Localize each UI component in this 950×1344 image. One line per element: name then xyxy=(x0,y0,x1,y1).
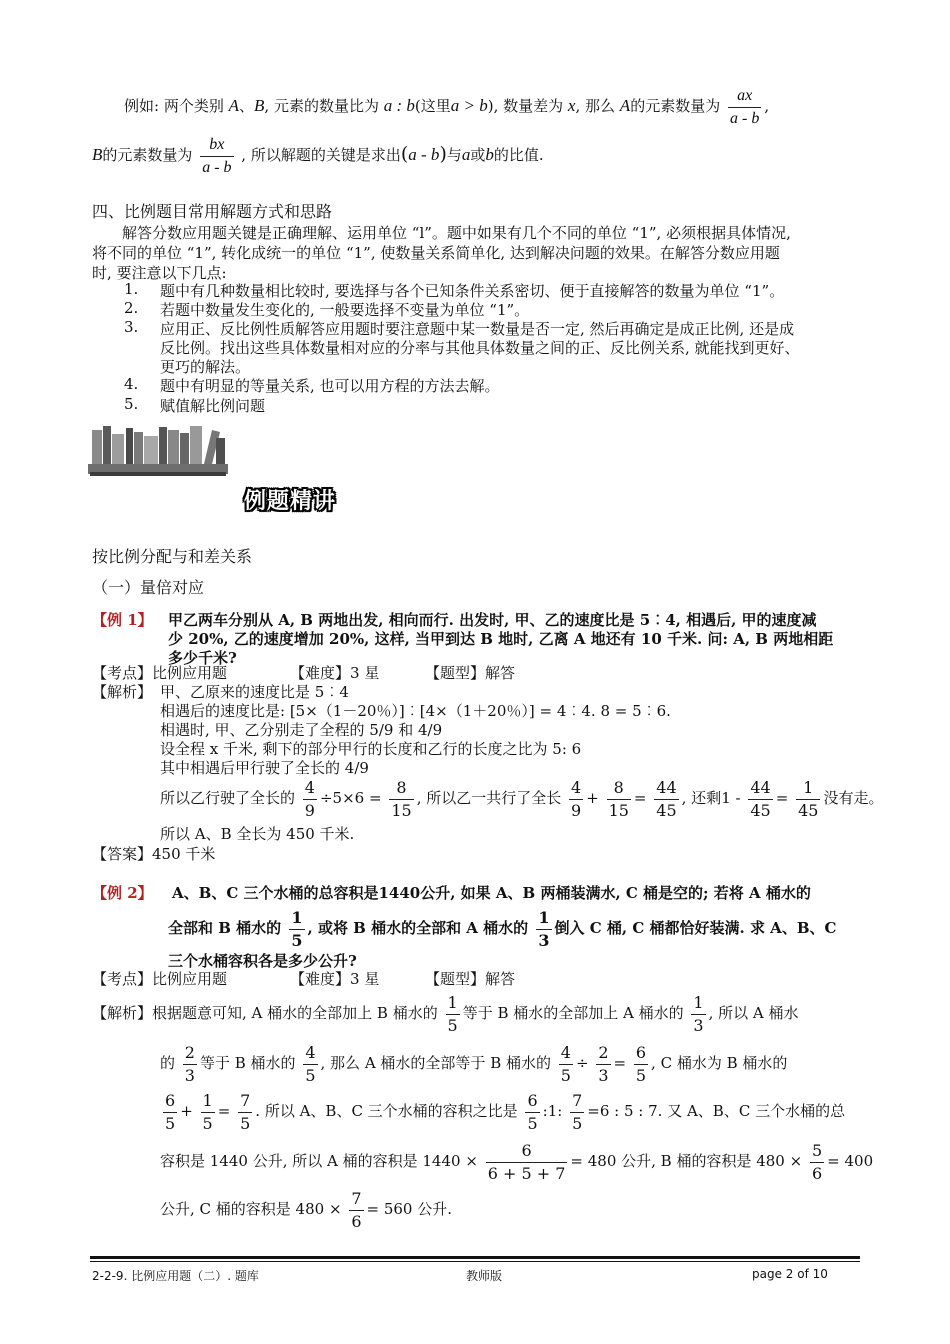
solution-line: 相遇时, 甲、乙分别走了全程的 5/9 和 4/9 xyxy=(160,721,443,739)
example-1-question-1: 甲乙两车分别从 A, B 两地出发, 相向而行. 出发时, 甲、乙的速度比是 5︰4, 相遇后, 甲的速度减 xyxy=(168,611,817,629)
fraction: $\frac{4}{9}$ xyxy=(304,777,315,820)
fraction: $\frac{1}{5}$ xyxy=(202,1090,213,1133)
fraction: $\frac{7}{5}$ xyxy=(240,1090,251,1133)
list-item-text: 更巧的解法。 xyxy=(160,358,251,376)
fraction: $\frac{2}{3}$ xyxy=(598,1042,609,1085)
list-item-text: 反比例。找出这些具体数量相对应的分率与其他具体数量之间的正、反比例关系, 就能找到更好、 xyxy=(160,339,800,357)
list-item: 2. xyxy=(124,299,139,317)
section-para-line-2: 将不同的单位 “1”, 转化成统一的单位 “1”, 使数量关系简单化, 达到解决问题的效果。在解答分数应用题 xyxy=(92,244,780,262)
fraction: $\frac{1}{5}$ xyxy=(447,992,458,1035)
solution-line: 相遇后的速度比是: [5×（1－20％）]︰[4×（1＋20％）] = 4︰4. 8 = 5︰6. xyxy=(160,702,671,720)
fraction: $\frac{2}{3}$ xyxy=(184,1042,195,1085)
list-item-text: 赋值解比例问题 xyxy=(160,397,266,415)
footer-rule xyxy=(90,1256,860,1259)
section-para-line-1: 解答分数应用题关键是正确理解、运用单位 “l”。题中如果有几个不同的单位 “1”, 必须根据具体情况, xyxy=(122,224,791,242)
example-2-analysis-line-5: 公升, C 桶的容积是 480 × $\frac{7}{6}$ = 560 公升. xyxy=(160,1188,453,1231)
fraction: $\frac{1}{5}$ xyxy=(291,907,303,950)
example-2-analysis-line-1: 【解析】根据题意可知, A 桶水的全部加上 B 桶水的 $\frac{1}{5}$ 等于 B 桶水的全部加上 A 桶水的 $\frac{1}{3}$ , 所以 A 桶水 xyxy=(92,992,799,1035)
example-1-question-2: 少 20%, 乙的速度增加 20%, 这样, 当甲到达 B 地时, 乙离 A 地还有 10 千米. 问: A, B 两地相距 xyxy=(168,630,834,648)
fraction: $\frac{6}{5}$ xyxy=(635,1042,647,1085)
example-2-analysis-line-2: 的 $\frac{2}{3}$ 等于 B 桶水的 $\frac{4}{5}$ , 那么 A 桶水的全部等于 B 桶水的 $\frac{4}{5}$ ÷ $\frac{2}{3}$ = $\frac{6}{5}$ , C 桶水为 B 桶水的 xyxy=(160,1042,788,1085)
fraction: $\frac{4}{9}$ xyxy=(571,777,582,820)
intro-line-1: 例如: 两个类别 A、B, 元素的数量比为 a : b(这里a > b), 数量差为 x, 那么 A的元素数量为 $\frac{ax}{a - b}$ , xyxy=(124,86,770,127)
fraction: $\frac{1}{3}$ xyxy=(693,992,704,1035)
list-item-text: 题中有几种数量相比较时, 要选择与各个已知条件关系密切、便于直接解答的数量为单位 “1”。 xyxy=(160,282,785,300)
fraction: $\frac{6}{5}$ xyxy=(165,1090,176,1133)
solution-line-fractions: 所以乙行驶了全长的 $\frac{4}{9}$ ÷5×6 = $\frac{8}{15}$ , 所以乙一共行了全长 $\frac{4}{9}$ + $\frac{8}{15}$ = $\frac{44}{45}$ , 还剩1 - $\frac{44}{45}$ = $\frac{1}{45}$ 没有走。 xyxy=(160,777,884,820)
example-1-label: 【例 1】 xyxy=(92,611,153,629)
fraction: $\frac{4}{5}$ xyxy=(560,1042,571,1085)
topic-title: 按比例分配与和差关系 xyxy=(92,547,253,566)
footer-center: 教师版 xyxy=(466,1269,503,1283)
footer-rule-thin xyxy=(90,1261,860,1262)
footer-left: 2-2-9. 比例应用题（二）. 题库 xyxy=(92,1269,259,1283)
fraction: $\frac{8}{15}$ xyxy=(391,777,412,820)
solution-line: 其中相遇后甲行驶了全长的 4/9 xyxy=(160,759,369,777)
section-heading: 四、比例题目常用解题方式和思路 xyxy=(92,202,333,221)
example-1-type: 【题型】解答 xyxy=(425,664,516,682)
example-2-question-3: 三个水桶容积各是多少公升? xyxy=(168,952,357,970)
fraction: $\frac{6}{5}$ xyxy=(527,1090,538,1133)
fraction: $\frac{4}{5}$ xyxy=(305,1042,316,1085)
books-illustration xyxy=(88,424,228,476)
fraction: $\frac{6}{6 + 5 + 7}$ xyxy=(487,1140,566,1183)
section-banner-title: 例题精讲 xyxy=(244,489,337,514)
solution-line: 设全程 x 千米, 剩下的部分甲行的长度和乙行的长度之比为 5: 6 xyxy=(160,740,582,758)
example-1-answer: 【答案】450 千米 xyxy=(92,845,216,863)
topic-subtitle: （一）量倍对应 xyxy=(92,578,205,597)
fraction-ax: $\frac{ax}{a - b}$ xyxy=(729,86,760,127)
fraction: $\frac{1}{45}$ xyxy=(798,777,819,820)
fraction: $\frac{8}{15}$ xyxy=(608,777,629,820)
example-2-analysis-line-3: $\frac{6}{5}$ + $\frac{1}{5}$ = $\frac{7}{5}$ . 所以 A、B、C 三个水桶的容积之比是 $\frac{6}{5}$ :1: $\frac{7}{5}$ =6 : 5 : 7. 又 A、B、C 三个水桶的总 xyxy=(165,1090,846,1133)
example-2-question-2: 全部和 B 桶水的 $\frac{1}{5}$ , 或将 B 桶水的全部和 A 桶水的 $\frac{1}{3}$ 倒入 C 桶, C 桶都恰好装满. 求 A、B、C xyxy=(168,907,837,950)
fraction-bx: $\frac{bx}{a - b}$ xyxy=(202,135,232,176)
solution-line: 甲、乙原来的速度比是 5︰4 xyxy=(160,683,349,701)
fraction: $\frac{7}{6}$ xyxy=(351,1188,362,1231)
intro-line-2: B的元素数量为 $\frac{bx}{a - b}$ , 所以解题的关键是求出(a - b)与a或b的比值. xyxy=(92,135,544,176)
fraction: $\frac{44}{45}$ xyxy=(656,777,677,820)
example-2-analysis-line-4: 容积是 1440 公升, 所以 A 桶的容积是 1440 × $\frac{6}{6 + 5 + 7}$ = 480 公升, B 桶的容积是 480 × $\frac{5}{6}$ = 400 xyxy=(160,1140,874,1183)
footer-page-number: page 2 of 10 xyxy=(752,1267,828,1281)
fraction: $\frac{5}{6}$ xyxy=(811,1140,823,1183)
list-item: 4. xyxy=(124,375,139,393)
fraction: $\frac{44}{45}$ xyxy=(750,777,771,820)
example-2-meta: 【考点】比例应用题 xyxy=(92,970,228,988)
example-2-question-1: A、B、C 三个水桶的总容积是1440公升, 如果 A、B 两桶装满水, C 桶是空的; 若将 A 桶水的 xyxy=(172,884,811,902)
list-item-text: 若题中数量发生变化的, 一般要选择不变量为单位 “1”。 xyxy=(160,301,530,319)
example-1-question-3: 多少千米? xyxy=(168,649,237,667)
section-para-line-3: 时, 要注意以下几点: xyxy=(92,264,227,282)
example-2-difficulty: 【难度】3 星 xyxy=(290,970,380,988)
list-item-text: 应用正、反比例性质解答应用题时要注意题中某一数量是否一定, 然后再确定是成正比例, 还是成 xyxy=(160,320,795,338)
list-item: 1. xyxy=(124,280,139,298)
fraction: $\frac{7}{5}$ xyxy=(572,1090,583,1133)
list-item: 3. xyxy=(124,318,139,336)
solution-line: 所以 A、B 全长为 450 千米. xyxy=(160,825,355,843)
fraction: $\frac{1}{3}$ xyxy=(538,907,550,950)
example-2-label: 【例 2】 xyxy=(92,884,153,902)
example-1-difficulty: 【难度】3 星 xyxy=(290,664,380,682)
example-1-analysis-label: 【解析】 xyxy=(92,683,153,701)
example-1-meta: 【考点】比例应用题 xyxy=(92,664,228,682)
list-item-text: 题中有明显的等量关系, 也可以用方程的方法去解。 xyxy=(160,377,500,395)
list-item: 5. xyxy=(124,395,139,413)
example-2-type: 【题型】解答 xyxy=(425,970,516,988)
